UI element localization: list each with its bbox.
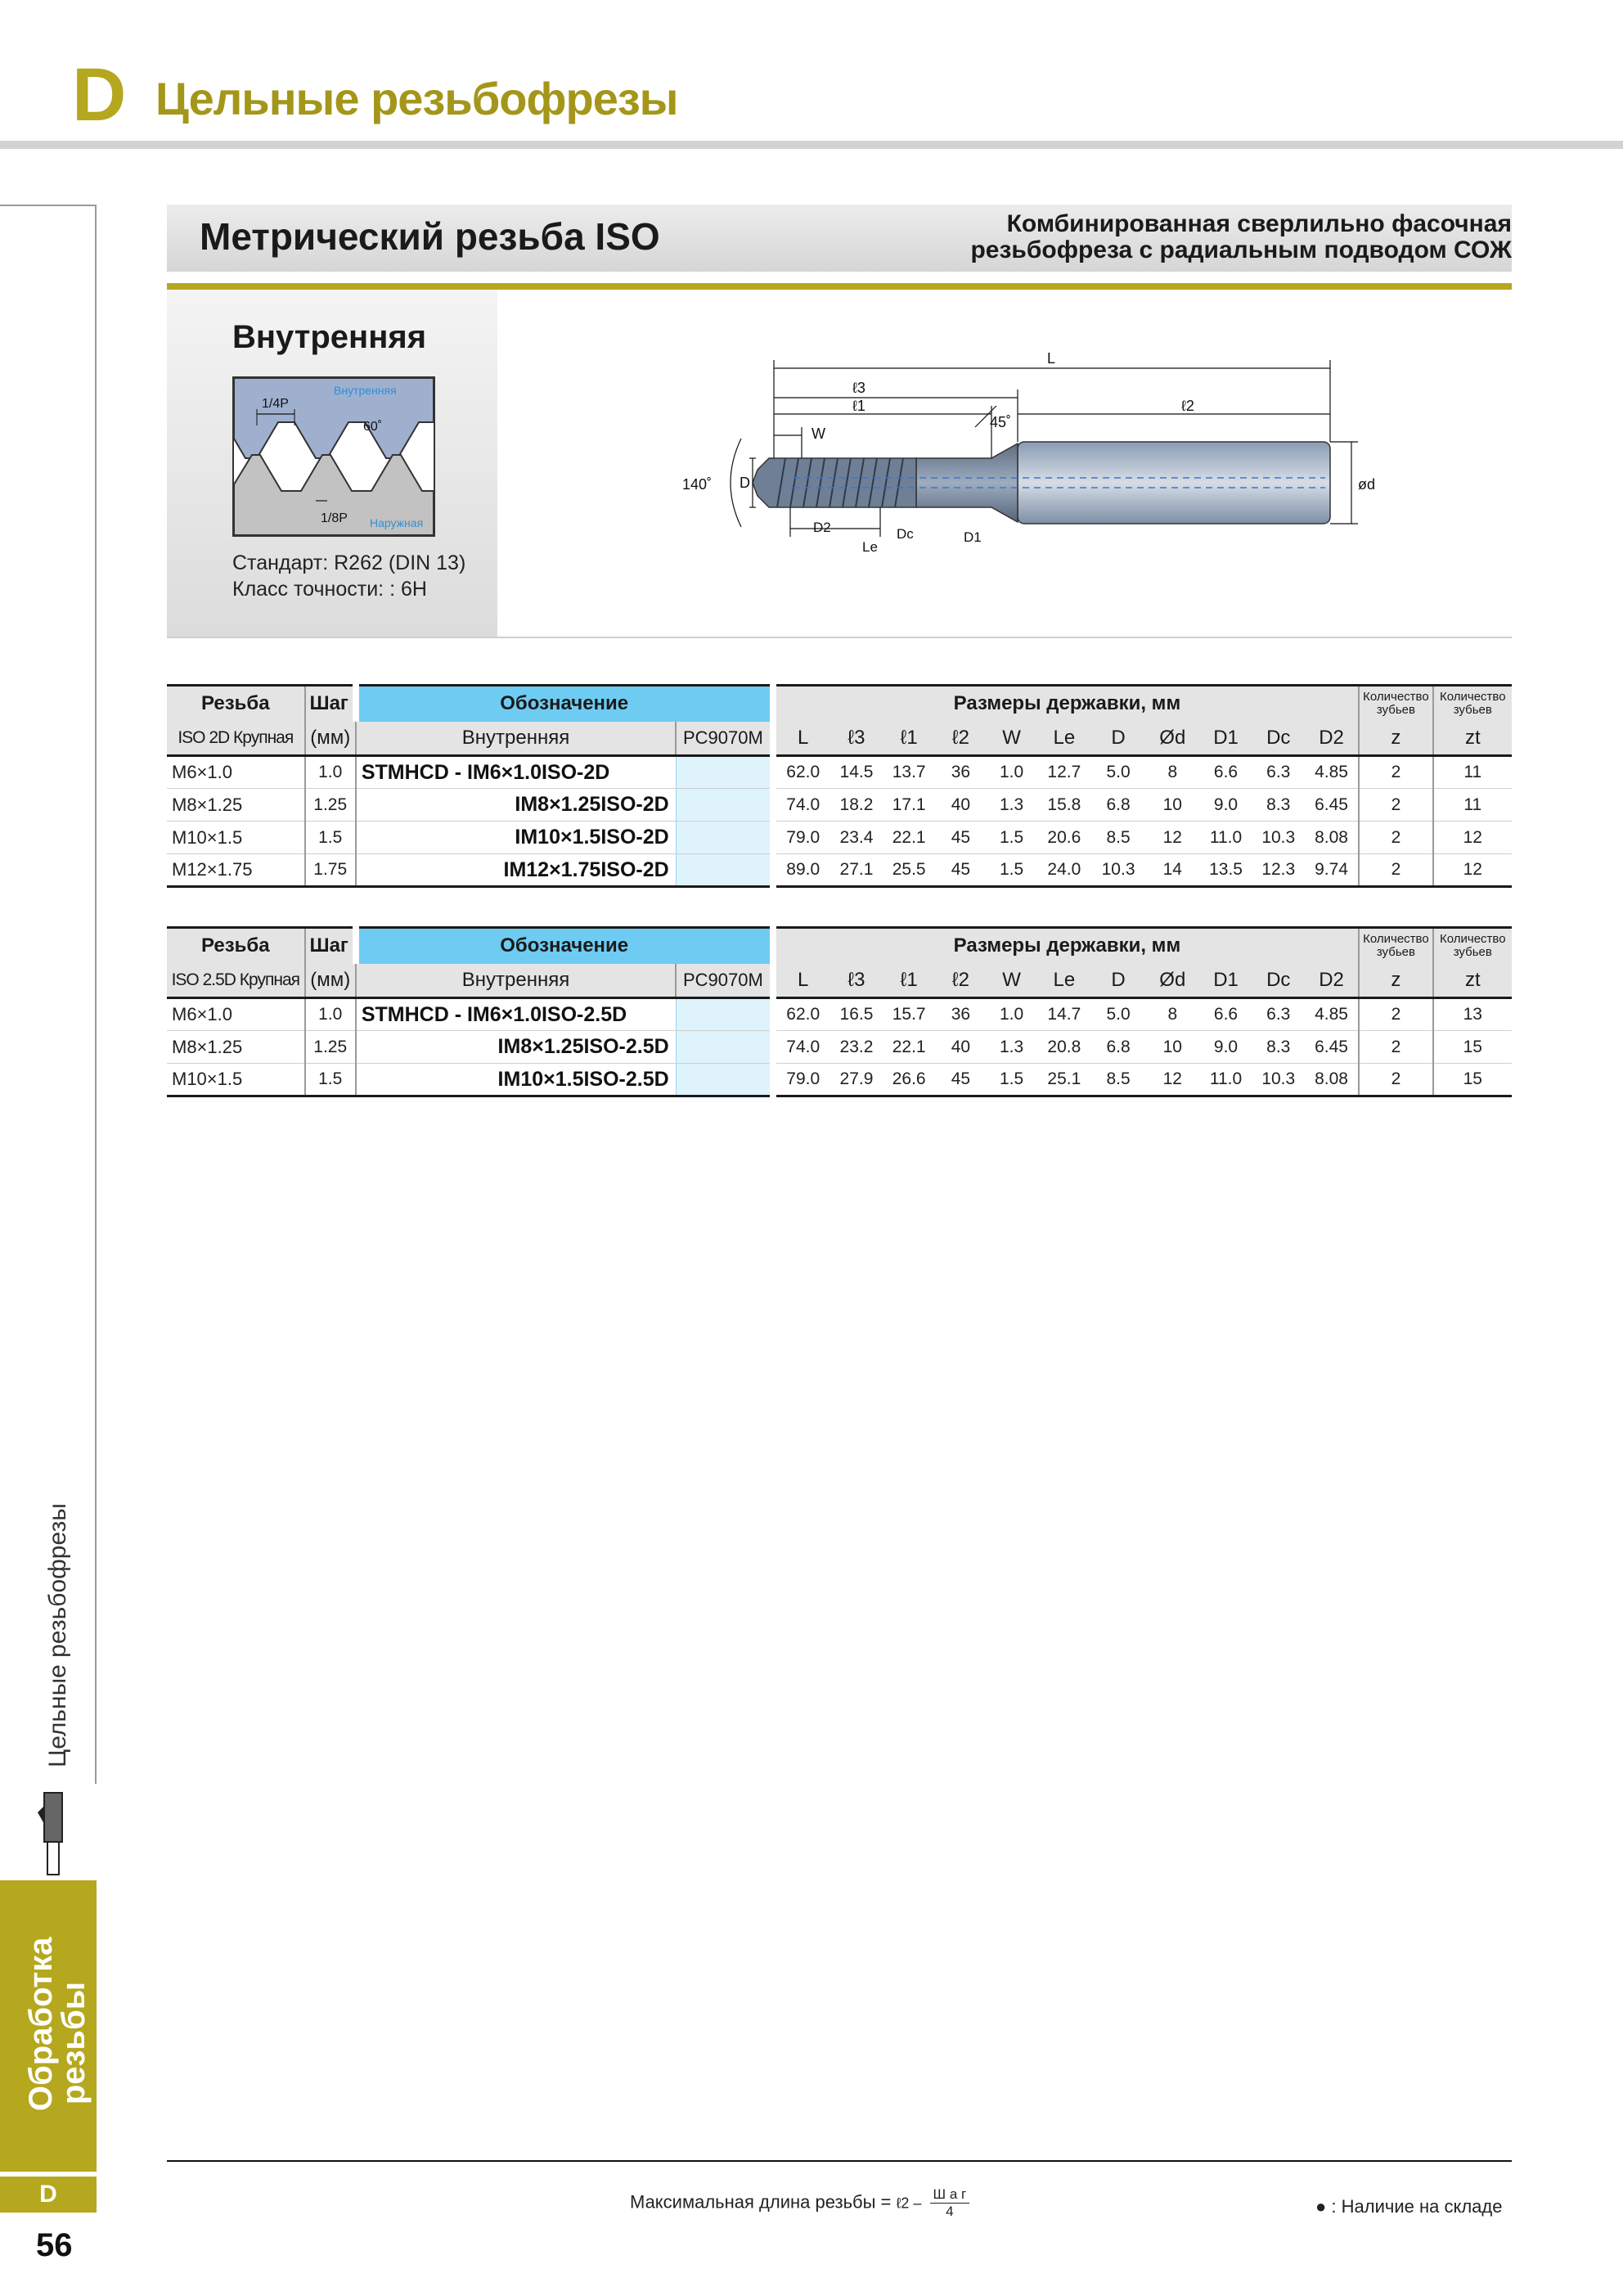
header-divider [0, 141, 1623, 149]
value-zt: 12 [1433, 822, 1512, 854]
accuracy-line: Класс точности: : 6H [232, 578, 427, 601]
value-D2: 6.45 [1305, 789, 1359, 822]
value-l1: 17.1 [883, 789, 935, 822]
product-subtitle-line1: Комбинированная сверлильно фасочная [1006, 210, 1512, 237]
dim-Dc: Dc [897, 526, 914, 542]
value-l3: 27.1 [830, 854, 883, 887]
section-letter: D [72, 53, 127, 137]
value-Le: 24.0 [1037, 854, 1091, 887]
thread-cell: M8×1.25 [167, 1031, 305, 1064]
value-od: 12 [1145, 822, 1199, 854]
product-subtitle [970, 211, 1512, 263]
value-zt: 13 [1433, 998, 1512, 1031]
sidebar-section-letter: D [0, 2177, 97, 2213]
col-z: z [1359, 964, 1432, 998]
footer-divider [167, 2160, 1512, 2162]
pitch-cell: 1.0 [305, 756, 356, 789]
value-l3: 14.5 [830, 756, 883, 789]
thread-profile-diagram [232, 376, 435, 537]
value-D: 8.5 [1091, 822, 1145, 854]
table-row [167, 998, 1512, 1031]
value-L: 62.0 [773, 756, 830, 789]
value-Le: 15.8 [1037, 789, 1091, 822]
value-Dc: 8.3 [1252, 1031, 1305, 1064]
designation-cell: IM8×1.25ISO-2D [356, 789, 676, 822]
col-D2: D2 [1305, 722, 1359, 756]
value-z: 2 [1359, 854, 1432, 887]
product-title: Метрический резьба ISO [200, 215, 660, 258]
header-teeth-z: Количество зубьев [1359, 928, 1432, 964]
value-D: 8.5 [1091, 1064, 1145, 1096]
value-D1: 9.0 [1199, 789, 1252, 822]
table-row [167, 1064, 1512, 1096]
dim-l1: ℓ1 [852, 398, 865, 414]
standard-line: Стандарт: R262 (DIN 13) [232, 551, 466, 574]
value-z: 2 [1359, 789, 1432, 822]
value-W: 1.0 [987, 998, 1037, 1031]
value-z: 2 [1359, 1064, 1432, 1096]
sidebar-divider [95, 205, 97, 1784]
header-pitch-unit: (мм) [305, 722, 356, 756]
value-zt: 15 [1433, 1031, 1512, 1064]
value-Le: 20.8 [1037, 1031, 1091, 1064]
dim-D2: D2 [813, 520, 831, 535]
value-od: 8 [1145, 756, 1199, 789]
header-series: ISO 2.5D Крупная [167, 964, 305, 998]
value-l1: 26.6 [883, 1064, 935, 1096]
thread-cell: M6×1.0 [167, 756, 305, 789]
value-W: 1.5 [987, 822, 1037, 854]
col-Dc: Dc [1252, 964, 1305, 998]
tool-dimension-diagram [671, 335, 1407, 581]
header-pitch-unit: (мм) [305, 964, 356, 998]
value-l2: 45 [935, 1064, 986, 1096]
value-D2: 4.85 [1305, 756, 1359, 789]
sidebar-top-rule [0, 205, 97, 206]
info-heading: Внутренняя [232, 319, 427, 355]
tool-icon [33, 1788, 79, 1878]
header-dimensions: Размеры державки, мм [773, 928, 1360, 964]
header-grade: PC9070M [676, 964, 772, 998]
col-L: L [773, 722, 830, 756]
product-subtitle-line2: резьбофреза с радиальным подводом СОЖ [970, 236, 1512, 263]
value-W: 1.5 [987, 1064, 1037, 1096]
value-zt: 12 [1433, 854, 1512, 887]
dim-l3: ℓ3 [852, 380, 865, 396]
value-D1: 13.5 [1199, 854, 1252, 887]
col-l2: ℓ2 [935, 964, 986, 998]
col-D: D [1091, 964, 1145, 998]
designation-cell: IM12×1.75ISO-2D [356, 854, 676, 887]
formula-denominator: 4 [946, 2204, 954, 2219]
header-teeth-zt: Количество зубьев [1433, 686, 1512, 722]
stock-cell [676, 1064, 772, 1096]
col-l1: ℓ1 [883, 964, 935, 998]
header-grade: PC9070M [676, 722, 772, 756]
thread-cell: M10×1.5 [167, 822, 305, 854]
value-l2: 36 [935, 756, 986, 789]
value-zt: 11 [1433, 756, 1512, 789]
value-l3: 16.5 [830, 998, 883, 1031]
value-D: 5.0 [1091, 998, 1145, 1031]
table-2-5d-body [167, 998, 1512, 1096]
header-pitch: Шаг [305, 928, 356, 964]
value-W: 1.3 [987, 1031, 1037, 1064]
col-z: z [1359, 722, 1432, 756]
pitch-cell: 1.5 [305, 1064, 356, 1096]
col-l2: ℓ2 [935, 722, 986, 756]
value-D1: 11.0 [1199, 822, 1252, 854]
value-z: 2 [1359, 1031, 1432, 1064]
stock-cell [676, 998, 772, 1031]
formula-numerator: Ш а г [930, 2186, 970, 2204]
external-label: Наружная [370, 516, 424, 529]
value-D2: 4.85 [1305, 998, 1359, 1031]
value-l2: 36 [935, 998, 986, 1031]
pitch-cell: 1.25 [305, 789, 356, 822]
pitch-cell: 1.75 [305, 854, 356, 887]
spec-table-2-5d [167, 926, 1512, 1097]
col-od: Ød [1145, 964, 1199, 998]
value-z: 2 [1359, 998, 1432, 1031]
pitch-cell: 1.25 [305, 1031, 356, 1064]
formula-l2: ℓ2 – [896, 2195, 922, 2212]
angle-label: 60˚ [363, 420, 383, 434]
dim-45: 45˚ [990, 414, 1012, 430]
value-l3: 27.9 [830, 1064, 883, 1096]
designation-cell: STMHCD - IM6×1.0ISO-2.5D [356, 998, 676, 1031]
stock-cell [676, 1031, 772, 1064]
col-D: D [1091, 722, 1145, 756]
value-l2: 40 [935, 789, 986, 822]
sidebar-section-label-line2: резьбы [56, 1981, 92, 2105]
value-l2: 45 [935, 854, 986, 887]
col-od: Ød [1145, 722, 1199, 756]
value-l1: 22.1 [883, 1031, 935, 1064]
value-Le: 12.7 [1037, 756, 1091, 789]
value-Le: 25.1 [1037, 1064, 1091, 1096]
header-dimensions: Размеры державки, мм [773, 686, 1360, 722]
internal-label: Внутренняя [334, 384, 397, 397]
value-D: 5.0 [1091, 756, 1145, 789]
col-Le: Le [1037, 964, 1091, 998]
value-l1: 25.5 [883, 854, 935, 887]
value-od: 10 [1145, 789, 1199, 822]
eighth-pitch-label: 1/8P [321, 511, 348, 525]
sidebar-section-label [25, 1938, 90, 2112]
value-D1: 11.0 [1199, 1064, 1252, 1096]
dim-D: D [740, 475, 750, 491]
dim-Le: Le [862, 539, 878, 555]
col-W: W [987, 964, 1037, 998]
col-Dc: Dc [1252, 722, 1305, 756]
col-l3: ℓ3 [830, 722, 883, 756]
value-l3: 18.2 [830, 789, 883, 822]
col-l3: ℓ3 [830, 964, 883, 998]
col-L: L [773, 964, 830, 998]
sidebar-section-label-line1: Обработка [23, 1937, 59, 2111]
page-number: 56 [36, 2227, 73, 2263]
value-z: 2 [1359, 822, 1432, 854]
stock-cell [676, 822, 772, 854]
stock-cell [676, 854, 772, 887]
pitch-cell: 1.5 [305, 822, 356, 854]
col-zt: zt [1433, 964, 1512, 998]
value-od: 10 [1145, 1031, 1199, 1064]
col-D2: D2 [1305, 964, 1359, 998]
thread-cell: M6×1.0 [167, 998, 305, 1031]
value-l1: 13.7 [883, 756, 935, 789]
value-l2: 40 [935, 1031, 986, 1064]
dim-L: L [1047, 350, 1056, 367]
table-row [167, 822, 1512, 854]
sidebar-vertical-label: Цельные резьбофрезы [44, 1503, 71, 1767]
table-row [167, 789, 1512, 822]
value-z: 2 [1359, 756, 1432, 789]
value-L: 79.0 [773, 1064, 830, 1096]
value-D1: 6.6 [1199, 998, 1252, 1031]
header-thread: Резьба [167, 928, 305, 964]
formula-text: Максимальная длина резьбы = [630, 2191, 892, 2213]
thread-cell: M10×1.5 [167, 1064, 305, 1096]
thread-cell: M8×1.25 [167, 789, 305, 822]
max-thread-length-formula [630, 2186, 969, 2220]
dim-od: ød [1358, 476, 1376, 493]
header-pitch: Шаг [305, 686, 356, 722]
value-Dc: 8.3 [1252, 789, 1305, 822]
header-teeth-zt: Количество зубьев [1433, 928, 1512, 964]
header-designation: Обозначение [356, 686, 773, 722]
value-W: 1.0 [987, 756, 1037, 789]
designation-cell: IM8×1.25ISO-2.5D [356, 1031, 676, 1064]
pitch-cell: 1.0 [305, 998, 356, 1031]
table-2d-body [167, 756, 1512, 887]
col-l1: ℓ1 [883, 722, 935, 756]
value-od: 14 [1145, 854, 1199, 887]
value-Dc: 6.3 [1252, 998, 1305, 1031]
header-designation: Обозначение [356, 928, 773, 964]
value-Dc: 10.3 [1252, 822, 1305, 854]
table-row [167, 1031, 1512, 1064]
header-internal: Внутренняя [356, 722, 676, 756]
value-D: 6.8 [1091, 789, 1145, 822]
panel-divider [167, 637, 1512, 638]
value-Le: 20.6 [1037, 822, 1091, 854]
quarter-pitch-label: 1/4P [262, 397, 289, 411]
designation-cell: IM10×1.5ISO-2.5D [356, 1064, 676, 1096]
value-D: 10.3 [1091, 854, 1145, 887]
stock-cell [676, 789, 772, 822]
dim-l2: ℓ2 [1181, 398, 1194, 414]
value-D2: 8.08 [1305, 1064, 1359, 1096]
title-underline [167, 283, 1512, 290]
value-l3: 23.4 [830, 822, 883, 854]
value-D: 6.8 [1091, 1031, 1145, 1064]
value-zt: 15 [1433, 1064, 1512, 1096]
value-D2: 6.45 [1305, 1031, 1359, 1064]
thread-cell: M12×1.75 [167, 854, 305, 887]
value-L: 89.0 [773, 854, 830, 887]
value-l2: 45 [935, 822, 986, 854]
value-L: 79.0 [773, 822, 830, 854]
designation-cell: IM10×1.5ISO-2D [356, 822, 676, 854]
value-Dc: 6.3 [1252, 756, 1305, 789]
header-series: ISO 2D Крупная [167, 722, 305, 756]
header-thread: Резьба [167, 686, 305, 722]
section-title: Цельные резьбофрезы [155, 73, 678, 124]
formula-fraction [930, 2186, 970, 2220]
value-l1: 15.7 [883, 998, 935, 1031]
value-od: 8 [1145, 998, 1199, 1031]
table-row [167, 756, 1512, 789]
col-D1: D1 [1199, 722, 1252, 756]
stock-legend: ● : Наличие на складе [1315, 2196, 1503, 2217]
value-W: 1.3 [987, 789, 1037, 822]
dim-W: W [812, 425, 825, 442]
col-zt: zt [1433, 722, 1512, 756]
value-L: 62.0 [773, 998, 830, 1031]
value-L: 74.0 [773, 789, 830, 822]
standard-info [232, 550, 465, 602]
header-internal: Внутренняя [356, 964, 676, 998]
value-W: 1.5 [987, 854, 1037, 887]
value-Dc: 12.3 [1252, 854, 1305, 887]
value-Dc: 10.3 [1252, 1064, 1305, 1096]
col-W: W [987, 722, 1037, 756]
value-D1: 6.6 [1199, 756, 1252, 789]
col-D1: D1 [1199, 964, 1252, 998]
value-Le: 14.7 [1037, 998, 1091, 1031]
col-Le: Le [1037, 722, 1091, 756]
stock-cell [676, 756, 772, 789]
spec-table-2d [167, 684, 1512, 888]
table-row [167, 854, 1512, 887]
dim-140: 140˚ [682, 476, 713, 493]
header-teeth-z: Количество зубьев [1359, 686, 1432, 722]
value-L: 74.0 [773, 1031, 830, 1064]
value-D1: 9.0 [1199, 1031, 1252, 1064]
value-D2: 9.74 [1305, 854, 1359, 887]
value-l3: 23.2 [830, 1031, 883, 1064]
value-zt: 11 [1433, 789, 1512, 822]
designation-cell: STMHCD - IM6×1.0ISO-2D [356, 756, 676, 789]
value-od: 12 [1145, 1064, 1199, 1096]
value-l1: 22.1 [883, 822, 935, 854]
value-D2: 8.08 [1305, 822, 1359, 854]
dim-D1: D1 [964, 529, 982, 545]
